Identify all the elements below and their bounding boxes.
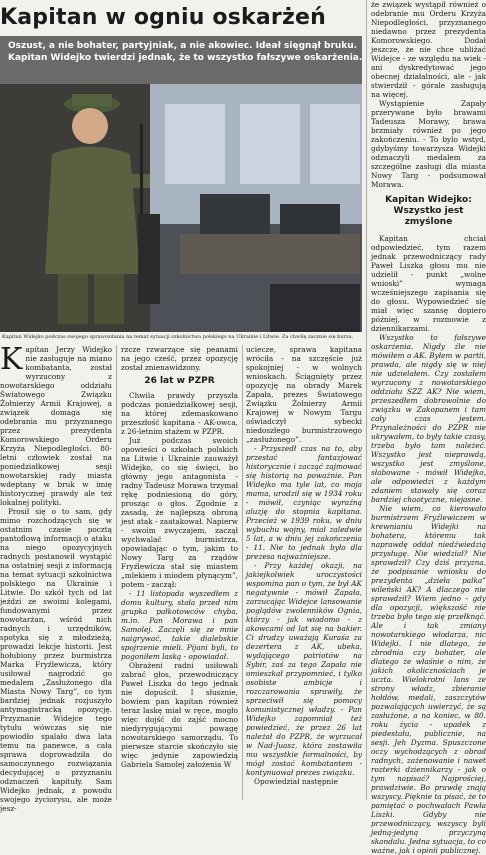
dek-line-1: Oszust, a nie bohater, partyjniak, a nie akowiec. Ideał sięgnął bruku. bbox=[8, 41, 358, 51]
paragraph: uciecze, sprawa kapitana wróciła - na szczęście już spokojniej - w wolnych wnioskach. Ściągnięty przez opozycję na obrady Marek Zapała, prezes Światowego Związku Żołnierzy Armii Krajowej w Nowym Targu oświadczył sybecki niedoszłego burmistrzowego „zasłużonego”. bbox=[246, 345, 362, 444]
article-dek bbox=[0, 36, 362, 84]
paragraph: rzcze rzwarzące się peanami na jego cześć, przez opozycję został znienawidzony. bbox=[121, 345, 238, 372]
section-subhead bbox=[371, 195, 486, 228]
quote-paragraph: Wszystko to fałszywe oskarżenia. Nigdy źle nie mówiłem o AK. Byłem w partii, prawda, ale nigdy się w niej nie udzielałem. Czy zostałem wyrzucony z nowotarskiego oddziału SZZ AK? Nie wiem, przeszedłem dobrowolnie do związku w Zakopanem i tam cały czas jestem. Przynależności do PZPR nie ukrywałem, to były takie czasy, trzeba było tam należeć. Wszystko jest nieprawdą, wszystko jest zmyślone, słabowane - mówił Widejko, ale odpowiedzi z każdym zdaniem stawały się coraz bardziej chaotyczne, niejasne. bbox=[371, 333, 486, 504]
paragraph: Prosił się o to sam, gdy mimo rozchodzących się w ostatnim czasie pocztą pantoflową informacji o ataku na niego opozycyjnych radnych postanowił wystąpić na ostatniej sesji z informacją na temat sytuacji szkolnictwa polskiego na Ukrainie i Litwie. Do szkół tych od lat jeździ ze swoimi kolegami, fundowanymi przez nowotarżan, wśród nich radnych i urzędników, spotyka się z młodzieżą, prowadzi lekcje historii. Jest hołubiony przez burmistrza Marka Fryźlewicza, który usiłował nagrodzić go medalem „Zasłużonego dla Miasta Nowy Targ”, co tym bardziej jednak rozjuszyło antymagistracką opozycję. Przyznanie Widejce tego tytułu wówczas się nie powiodło spalało dwa lata temu na panewce, a cała sprawa doprowadziła do samoczynnego rozwiązania decydującej o przyznaniu odznaczeń kapituły. Sam Widejko jednak, z powodu swojego życiorysu, ale może jesz- bbox=[0, 507, 112, 813]
article-headline: Kapitan w ogniu oskarżeń bbox=[0, 4, 326, 30]
section-subhead: 26 lat w PZPR bbox=[144, 376, 215, 386]
article-column-1 bbox=[0, 342, 112, 813]
paragraph: Chwila prawdy przyszła podczas poniedziałkowej sesji, na której zdemaskowano przeszłość kapitana - AK-owca, z 26-letnim stażem w PZPR. bbox=[121, 391, 238, 436]
article-column-2 bbox=[121, 345, 238, 800]
subhead-line-2: Wszystko jest zmyślone bbox=[393, 206, 464, 227]
quote-paragraph: - 11 listopada wyszedłem z domu kultury, stała przed nim grupka pałkotowców chyba, m.in. Pan Morawa i pan Samolej. Zaczęli się ze mnie naigrywać, takie dialebskie spojrzenie mieli. Pijani byli, to pogoniłem laską - opowiadał. bbox=[121, 589, 238, 661]
photo-caption: Kapitan Widejko podczas swojego sprawozdania na temat sytuacji szkolnictwa polskiego na Ukrainie i Litwie. Za chwilę zacznie się burza. bbox=[2, 334, 354, 340]
column-rule bbox=[242, 345, 243, 800]
photo-illustration bbox=[0, 84, 362, 332]
paragraph: że związek wystąpił również o odebranie mu Orderu Krzyża Niepodległości, przyznanego niedawno przez prezydenta Komorowskiego. Dodał jeszcze, że nie chce ubliżać Widejce - ze względu na wiek - ani dyskredytować jego obecnej działalności, ale - jak stwierdził - górale zasługują na więcej. bbox=[371, 0, 486, 99]
column-rule bbox=[116, 345, 117, 800]
paragraph: Kapitan chciał odpowiedzieć, tym razem jednak przewodniczący rady Paweł Liszka głosu mu nie udzielił - punkt „wolne wnioski” wymaga wcześniejszego zapisania się do głosu. Wypowiedzieć się miał więc szansę dopiero później, w rozmowie z dziennikarzami. bbox=[371, 234, 486, 333]
paragraph: Wystąpienie Zapały przerywane było brawami Tadeusza Morawy, brawa brzmiały również po jego zakończeniu. - To bylo wstyd, gdybyśmy towarzysza Widejki odznaczyli medalem za szczególne zasługi dla miasta Nowy Targ - podsumował Morawa. bbox=[371, 99, 486, 189]
commentary-paragraph: Nie wiem, co kierowało burmistrzem Fryźlewiczem w krewnianiu Widejki na bohatera, któremu tak naprawdę oddał niedźwiedzią przysługę. Nie wiedział? Nie sprawdził? Czy dziś przyzna, że podpisanie wniosku do prezydenta „dzieła palka” wileński AK? A dlaczego nie sprawdził? Wiem jedno - gdy dla opozycji, większość nie trzeba było tego się przełknąć. Ale i tak zmiany nowotarskiego włodarza, nic Widejki. I nie dlatego, że zbrodnia czy bohater, ale dlatego że właśnie o nim, że jakich okolicznościach je uczta. Wielokrotni lans ze strony władz, zbieranie hołdów, medali, zaszczytów pozwalających uwierzyć, że są zasłużone, a na koniec, w 80. roku życia - upadek z piedestału, publicznie, na sesji. Jeh Dyzma. Spuszczone oczy wychodzących z obrad radnych, zażenowanie i nawet rozterki dziennikarzy - jak o tym napisać? Najprościej, prawdziwie. Bo prawdę znają wszyscy. Pięknie ta pisać, że to pamiętać o pochwałach Pawła Liszki. Gdyby nie przewodniczący, wszyscy byli jedną-jedyną przyczyną skandalu. Jedna sytuacja, to co ważne, jak i opinii publicznej. bbox=[371, 504, 486, 855]
column-rule bbox=[366, 0, 367, 800]
paragraph: Obrażeni radni usiłowali zabrać głos, przewodniczący Paweł Liszka do tego jednak nie dopuścił. I słusznie, bowiem pan kapitan również teraz laskę miał w ręce, mogło więc dojść do zajść mocno niedyrygującymi powagę nowotarskiego samorządu. To pierwsze starcie skończyło się więc jedynie zapowiedzią Gabriela Samolej założenia W bbox=[121, 661, 238, 769]
article-column-3 bbox=[246, 345, 362, 800]
paragraph: Opowiedział następnie bbox=[254, 777, 338, 786]
quote-paragraph: - Przyszedł czas na to, aby przestać fantazjować historycznie i zacząć zajmować się historią na poważnie. Pan Widejko ma tyle lat, co moja mama, urodził się w 1934 roku - mówił, czyniąc wyraźną aluzję do stopnia kapitana. Przecież w 1939 roku, w dniu wybuchu wojny, miał zaledwie 5 lat, a w dniu jej zakończenia - 11. Nie to jednak było dla prezesa najważniejsze. bbox=[246, 444, 362, 561]
drop-cap: K bbox=[0, 342, 23, 377]
subhead-line-1: Kapitan Widejko: bbox=[385, 195, 472, 205]
paragraph: Już podczas swoich opowieści o szkołach polskich na Litwie i Ukrainie zauważył Widejko, co się święci, bo główny jego antagonista - radny Tadeusz Morawa trzymał rękę podniesioną do góry, prosząc o głos. Zgodnie z zasadą, że najlepszą obroną jest atak - zaatakował. Napierw - swoim zwyczajem, zaczął wychwalać burmistrza, opowiadając o tym, jakim to Nowy Targ za rządów Fryźlewicza stał się miastem „mlekiem i miodem płynącym”, potem - zaczął: bbox=[121, 436, 238, 589]
quote-paragraph: - Przy każdej okazji, na jakiejkolwiek uroczystości wspomina pan o tym, że był AK negatywnie - mówił Zapała, zarzucając Widejce lansowanie poglądów zwolenników Ognia, którzy - jak wiadomo - z akowcami od lat się na bakier. Ci drudzy uważają Kuraśa za dezertera z AK, ubeka, wydającego patriotów na Sybir, zaś za tego Zapała nie omieszkał przypomnieć, i tylko osobiste ambicje i rozczarowania sprawiły, że sprzeciwił się pomocy komunistycznej władzy. - Pan Widejko zapomniał też powiedzieć, że przez 26 lat należał do PZPR, że wyrzucał w Nad-Juasz, która zostawiła mu wszystkie formalności, by mógł zostać kombatantem - kontynuował prezes związku. bbox=[246, 561, 362, 777]
article-photo bbox=[0, 84, 362, 332]
paragraph: apitan Jerzy Widejko nie zasługuje na miano kombatanta, został wyrzucony z nowotarskiego oddziału Światowego Związku Żołnierzy Armii Krajowej, a związek domaga się odebrania mu przyznanego przez prezydenta Komorowskiego Orderu Krzyża Niepodległości. 80-letni człowiek został na poniedziałkowej sesji nowotarskiej rady miasta wdeptany w bruk w imię historycznej prawdy ale też lokalnej polityki. bbox=[0, 345, 112, 507]
dek-line-2: Kapitan Widejko twierdzi jednak, że to wszystko fałszywe oskarżenia. bbox=[8, 53, 363, 63]
article-column-4 bbox=[371, 0, 486, 855]
